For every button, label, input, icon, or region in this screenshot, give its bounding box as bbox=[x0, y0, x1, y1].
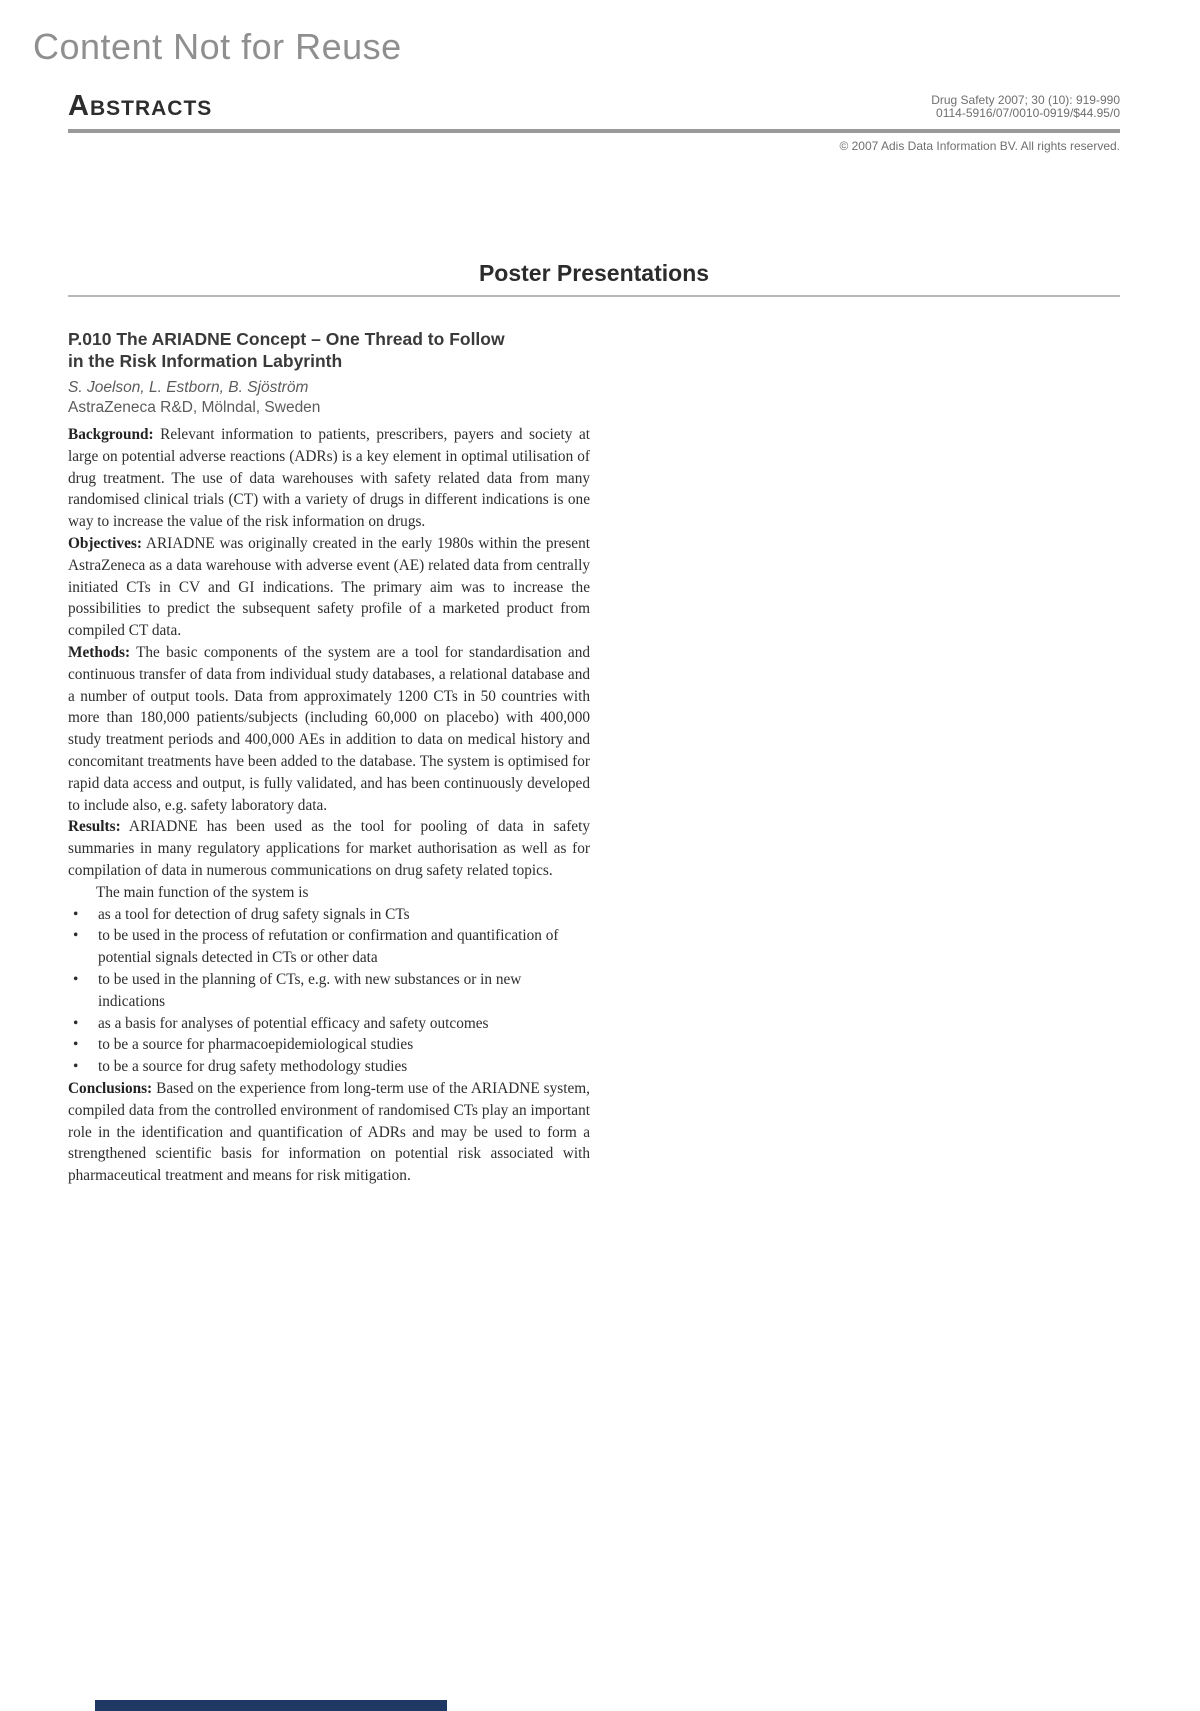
bullet-text: to be a source for drug safety methodology studies bbox=[98, 1058, 408, 1076]
bullet-icon: • bbox=[73, 1058, 79, 1076]
abstract-affiliation: AstraZeneca R&D, Mölndal, Sweden bbox=[68, 399, 321, 416]
watermark: Content Not for Reuse bbox=[33, 26, 402, 67]
header-rule bbox=[68, 129, 1120, 133]
abstract-title-line-1: P.010 The ARIADNE Concept – One Thread to Follow bbox=[68, 329, 505, 349]
paragraph-text: Based on the experience from long-term use of the ARIADNE system, compiled data from the controlled environment of randomised CTs play an important role in the identification and quantification of ADRs and may be used to form a strengthened scientific basis for information on potential risk associated with pharmaceutical treatment and means for risk mitigation. bbox=[68, 1079, 591, 1185]
bullet-item bbox=[68, 925, 590, 969]
bullet-icon: • bbox=[73, 905, 79, 923]
bullet-text: to be used in the planning of CTs, e.g. with new substances or in new indications bbox=[98, 970, 522, 1010]
citation-line-1: Drug Safety 2007; 30 (10): 919-990 bbox=[931, 93, 1120, 107]
bullet-list bbox=[68, 904, 590, 1078]
paragraph-results bbox=[68, 816, 590, 881]
paragraph-label: Objectives: bbox=[68, 534, 142, 552]
paragraph-conclusions bbox=[68, 1078, 590, 1187]
abstract-title-line-2: in the Risk Information Labyrinth bbox=[68, 351, 343, 371]
paragraph-text: ARIADNE was originally created in the early 1980s within the present AstraZeneca as a data warehouse with adverse event (AE) related data from centrally initiated CTs in CV and GI indications. The primary aim was to increase the possibilities to predict the subsequent safety profile of a marketed product from compiled CT data. bbox=[68, 534, 590, 640]
bullet-item bbox=[68, 1034, 590, 1056]
footer-accent-bar bbox=[95, 1700, 447, 1711]
bullet-text: to be a source for pharmacoepidemiological studies bbox=[98, 1036, 414, 1054]
bullet-item bbox=[68, 904, 590, 926]
bullet-icon: • bbox=[73, 970, 79, 988]
paragraph-text: The basic components of the system are a tool for standardisation and continuous transfer of data from individual study databases, a relational database and a number of output tools. Data from approximately 1200 CTs in 50 countries with more than 180,000 patients/subjects (including 60,000 on placebo) with 400,000 study treatment periods and 400,000 AEs in addition to data on medical history and concomitant treatments have been added to the database. The system is optimised for rapid data access and output, is fully validated, and has been continuously developed to include also, e.g. safety laboratory data. bbox=[68, 643, 590, 814]
bullet-text: as a basis for analyses of potential efficacy and safety outcomes bbox=[98, 1014, 489, 1032]
paragraph-label: Results: bbox=[68, 818, 121, 836]
bullet-icon: • bbox=[73, 1036, 79, 1054]
bullet-item bbox=[68, 1056, 590, 1078]
abstract-title bbox=[68, 328, 590, 372]
bullet-icon: • bbox=[73, 927, 79, 945]
lead-in-line: The main function of the system is bbox=[96, 883, 309, 901]
journal-citation bbox=[931, 94, 1120, 120]
bullet-icon: • bbox=[73, 1014, 79, 1032]
abstract-authors: S. Joelson, L. Estborn, B. Sjöström bbox=[68, 379, 309, 396]
paragraph-objectives bbox=[68, 533, 590, 642]
bullet-text: to be used in the process of refutation or confirmation and quantification of potential signals detected in CTs or other data bbox=[98, 927, 559, 967]
paragraph-label: Background: bbox=[68, 426, 154, 443]
paragraph-methods bbox=[68, 642, 590, 816]
citation-line-2: 0114-5916/07/0010-0919/$44.95/0 bbox=[936, 106, 1120, 120]
bullet-text: as a tool for detection of drug safety signals in CTs bbox=[98, 905, 410, 923]
paragraph-text: ARIADNE has been used as the tool for pooling of data in safety summaries in many regulatory applications for market authorisation as well as for compilation of data in numerous communications on drug safety related topics. bbox=[68, 818, 590, 879]
bullet-item bbox=[68, 969, 590, 1013]
journal-section-masthead: ABSTRACTS bbox=[68, 90, 213, 122]
copyright-notice: © 2007 Adis Data Information BV. All rights reserved. bbox=[839, 139, 1120, 153]
abstract-body bbox=[68, 424, 590, 1187]
paragraph-text: Relevant information to patients, prescribers, payers and society at large on potential adverse reactions (ADRs) is a key element in optimal utilisation of drug treatment. The use of data warehouses with safety related data from many randomised clinical trials (CT) with a variety of drugs in different indications is one way to increase the value of the risk information on drugs. bbox=[68, 426, 591, 531]
paragraph-label: Methods: bbox=[68, 643, 131, 661]
paragraph-label: Conclusions: bbox=[68, 1079, 153, 1097]
section-title: Poster Presentations bbox=[478, 260, 710, 286]
bullet-item bbox=[68, 1013, 590, 1035]
section-rule bbox=[68, 295, 1120, 297]
paragraph-background bbox=[68, 424, 590, 533]
abstract bbox=[68, 328, 590, 1187]
